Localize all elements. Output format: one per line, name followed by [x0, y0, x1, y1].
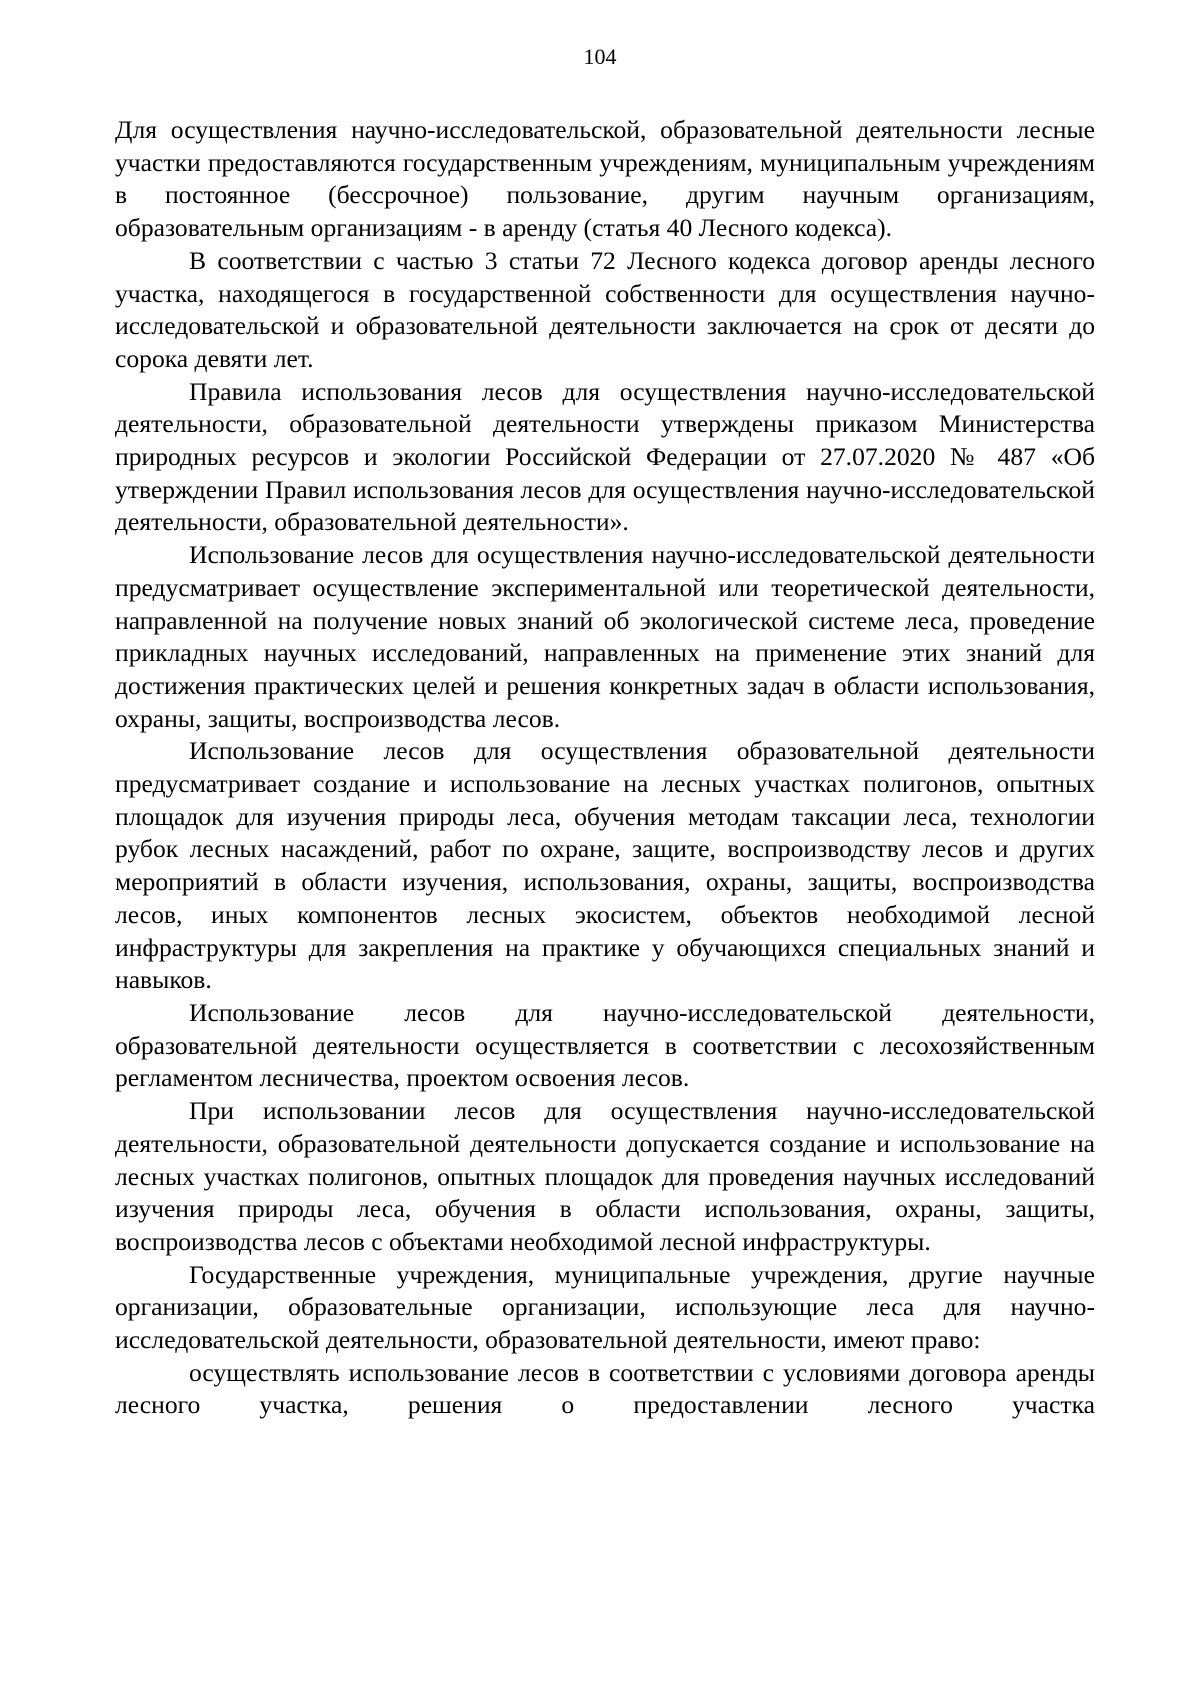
page-number: 104	[583, 44, 617, 69]
paragraph-5: Использование лесов для осуществления образовательной деятельности предусматривает создание и использование на лесных участках полигонов, опытных площадок для изучения природы леса, обучения методам таксации леса, технологии рубок лесных насаждений, работ по охране, защите, воспроизводству лесов и других мероприятий в области изучения, использования, охраны, защиты, воспроизводства лесов, иных компонентов лесных экосистем, объектов необходимой лесной инфраструктуры для закрепления на практике у обучающихся специальных знаний и навыков.	[115, 736, 1095, 995]
paragraph-1: Для осуществления научно-исследовательской, образовательной деятельности лесные участки предоставляются государственным учреждениям, муниципальным учреждениям в постоянное (бессрочное) пользование, другим научным организациям, образовательным организациям - в аренду (статья 40 Лесного кодекса).	[115, 115, 1095, 243]
paragraph-9: осуществлять использование лесов в соответствии с условиями договора аренды лесного участка, решения о предоставлении лесного участка	[115, 1357, 1095, 1420]
document-body	[115, 114, 1095, 1422]
paragraph-4: Использование лесов для осуществления научно-исследовательской деятельности предусматривает осуществление экспериментальной или теоретической деятельности, направленной на получение новых знаний об экологической системе леса, проведение прикладных научных исследований, направленных на применение этих знаний для достижения практических целей и решения конкретных задач в области использования, охраны, защиты, воспроизводства лесов.	[115, 540, 1095, 733]
paragraph-8: Государственные учреждения, муниципальные учреждения, другие научные организации, образовательные организации, использующие леса для научно-исследовательской деятельности, образовательной деятельности, имеют право:	[115, 1259, 1095, 1355]
paragraph-6: Использование лесов для научно-исследовательской деятельности, образовательной деятельности осуществляется в соответствии с лесохозяйственным регламентом лесничества, проектом освоения лесов.	[115, 997, 1095, 1093]
paragraph-2: В соответствии с частью 3 статьи 72 Лесного кодекса договор аренды лесного участка, находящегося в государственной собственности для осуществления научно-исследовательской и образовательной деятельности заключается на срок от десяти до сорока девяти лет.	[115, 245, 1095, 373]
paragraph-7: При использовании лесов для осуществления научно-исследовательской деятельности, образовательной деятельности допускается создание и использование на лесных участках полигонов, опытных площадок для проведения научных исследований изучения природы леса, обучения в области использования, охраны, защиты, воспроизводства лесов с объектами необходимой лесной инфраструктуры.	[115, 1096, 1095, 1256]
paragraph-3: Правила использования лесов для осуществления научно-исследовательской деятельности, образовательной деятельности утверждены приказом Министерства природных ресурсов и экологии Российской Федерации от 27.07.2020 № 487 «Об утверждении Правил использования лесов для осуществления научно-исследовательской деятельности, образовательной деятельности».	[115, 376, 1095, 537]
